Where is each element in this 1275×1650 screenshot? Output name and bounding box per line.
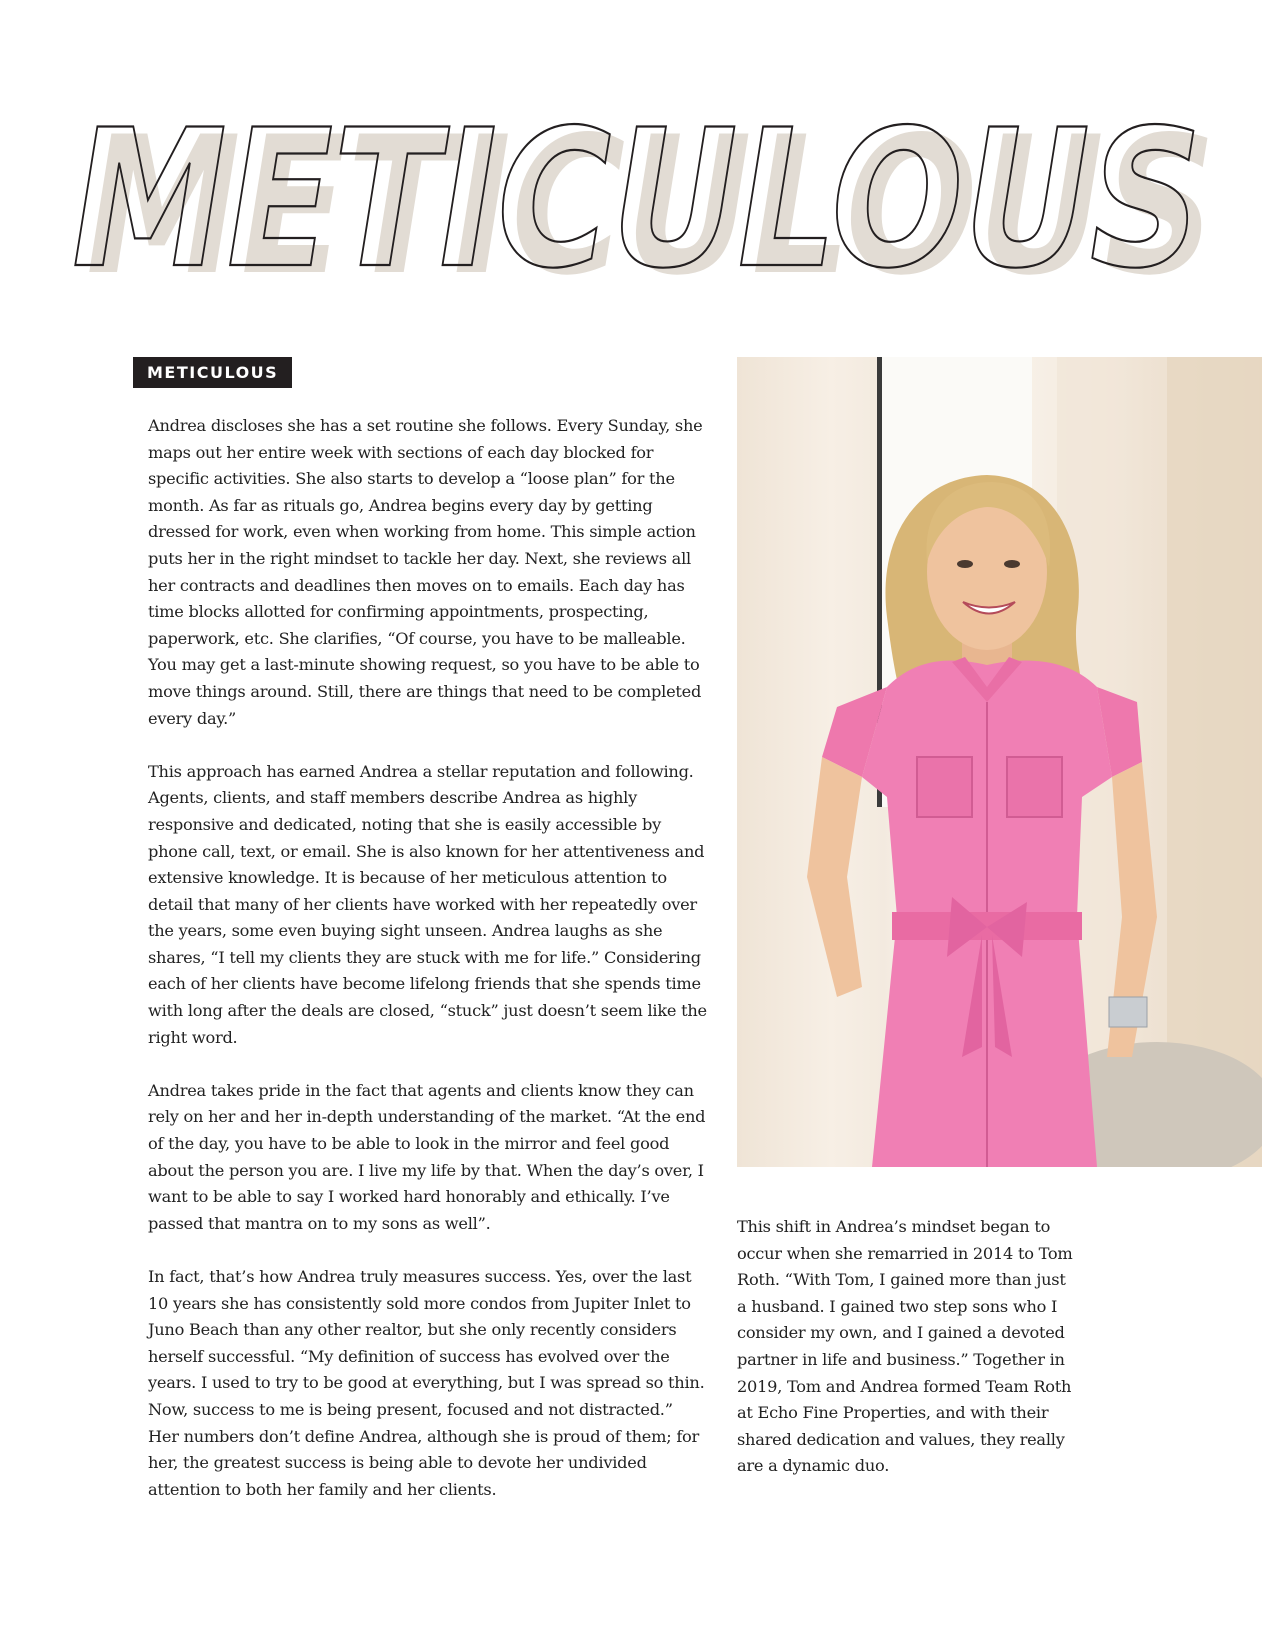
headline	[70, 120, 1240, 290]
arm	[807, 757, 862, 997]
article-body-right	[737, 1214, 1077, 1480]
paragraph: Andrea discloses she has a set routine she follows. Every Sunday, she maps out her entire week with sections of each day blocked for specific activities. She also starts to develop a “loose plan” for the month. As far as rituals go, Andrea begins every day by getting dressed for work, even when working from home. This simple action puts her in the right mindset to tackle her day. Next, she reviews all her contracts and deadlines then moves on to emails. Each day has time blocks allotted for confirming appointments, prospecting, paperwork, etc. She clarifies, “Of course, you have to be malleable. You may get a last-minute showing request, so you have to be able to move things around. Still, there are things that need to be completed every day.”	[148, 416, 703, 728]
portrait-illustration	[737, 357, 1262, 1167]
paragraph: In fact, that’s how Andrea truly measures success. Yes, over the last 10 years she has consistently sold more condos from Jupiter Inlet to Juno Beach than any other realtor, but she only recently considers herself successful. “My definition of success has evolved over the years. I used to try to be good at everything, but I was spread so thin. Now, success to me is being present, focused and not distracted.” Her numbers don’t define Andrea, although she is proud of them; for her, the greatest success is being able to devote her undivided attention to both her family and her clients.	[148, 1267, 705, 1499]
portrait-photo	[737, 357, 1262, 1167]
paragraph: This approach has earned Andrea a stellar reputation and following. Agents, clients, and staff members describe Andrea as highly responsive and dedicated, noting that she is easily accessible by phone call, text, or email. She is also known for her attentiveness and extensive knowledge. It is because of her meticulous attention to detail that many of her clients have worked with her repeatedly over the years, some even buying sight unseen. Andrea laughs as she shares, “I tell my clients they are stuck with me for life.” Considering each of her clients have become lifelong friends that she spends time with long after the deals are closed, “stuck” just doesn’t seem like the right word.	[148, 761, 707, 1047]
paragraph: This shift in Andrea’s mindset began to occur when she remarried in 2014 to Tom Roth. “With Tom, I gained more than just a husband. I gained two step sons who I consider my own, and I gained a devoted partner in life and business.” Together in 2019, Tom and Andrea formed Team Roth at Echo Fine Properties, and with their shared dedication and values, they really are a dynamic duo.	[737, 1217, 1073, 1476]
eye	[1004, 560, 1020, 568]
waist-belt	[892, 912, 1082, 940]
dress-pocket	[917, 757, 972, 817]
dress-pocket	[1007, 757, 1062, 817]
headline-graphic	[70, 120, 1240, 290]
article-body-left	[148, 413, 708, 1530]
section-tag: METICULOUS	[133, 357, 292, 388]
headline-outline: METICULOUS	[72, 120, 1202, 290]
bracelet	[1109, 997, 1147, 1027]
eye	[957, 560, 973, 568]
paragraph: Andrea takes pride in the fact that agents and clients know they can rely on her and her in-depth understanding of the market. “At the end of the day, you have to be able to look in the mirror and feel good about the person you are. I live my life by that. When the day’s over, I want to be able to say I worked hard honorably and ethically. I’ve passed that mantra on to my sons as well”.	[148, 1080, 706, 1233]
headline-fill: METICULOUS	[86, 120, 1216, 290]
